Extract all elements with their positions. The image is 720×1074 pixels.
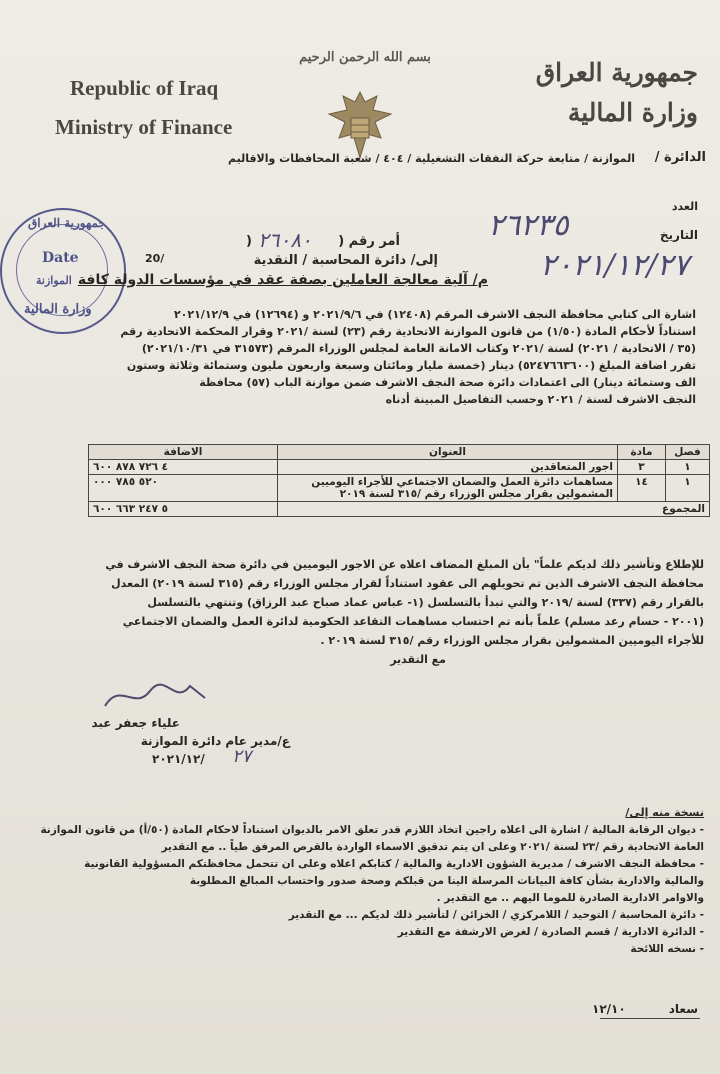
footer-divider — [600, 1018, 700, 1019]
copies-heading: نسخة منه إلى/ — [625, 806, 704, 819]
copy-line-8: - نسخه اللائحة — [630, 943, 704, 955]
copy-line-6: - دائرة المحاسبة / التوحيد / اللامركزي / الخزائن / لتأشير ذلك لديكم ... مع التقدير — [288, 909, 704, 921]
seal-date-text: Date — [42, 250, 79, 266]
order-number-value: ٢٦٠٨٠ — [258, 228, 312, 252]
note-line-2: محافظة النجف الاشرف الذين تم تحويلهم الى عقود استناداً لقرار مجلس الوزراء رقم (٣١٥ لسنة ٢٠١٩) المعدل — [111, 577, 704, 590]
department-label: الدائرة / — [654, 150, 706, 165]
header-chapter: فصل — [666, 445, 710, 460]
cell-article: ٣ — [618, 460, 666, 475]
cell-chapter: ١ — [666, 460, 710, 475]
signature-scribble-icon — [100, 676, 210, 716]
copy-line-5: والاوامر الادارية الصادرة للموما اليهم .. مع التقدير . — [436, 892, 704, 904]
signatory-title: ع/مدير عام دائرة الموازنة — [140, 734, 290, 748]
table-row — [89, 460, 710, 475]
cell-title: مساهمات دائرة العمل والضمان الاجتماعي للأجراء اليوميين المشمولين بقرار مجلس الوزراء رقم /٣١٥ لسنة ٢٠١٩ — [278, 475, 618, 502]
ministry-heading: Ministry of Finance — [55, 115, 233, 139]
body-line-1: اشارة الى كتابي محافظة النجف الاشرف المرقم (١٢٤٠٨) في ٢٠٢١/٩/٦ و (١٢٦٩٤) في ٢٠٢١/١٢/٩ — [173, 308, 696, 321]
header-addition: الاضافة — [89, 445, 278, 460]
seal-top-text: جمهورية العراق — [28, 216, 106, 230]
body-line-4: تقرر اضافة المبلغ (٥٢٤٧٦٦٣٦٠٠) دينار (خمسة مليار ومائتان وسبعة واربعون مليون وستمائة وثلاثة وستون — [126, 359, 696, 372]
copy-line-2: العامة الاتحادية رقم /٢٣ لسنة /٢٠٢١ وعلى ان يتم تدقيق الاسماء الواردة بالقرص المرفق طياً .. مع التقدير — [161, 841, 704, 853]
cell-addition: ٥٢٠ ٧٨٥ ٠٠٠ — [89, 475, 278, 502]
signature-date: ٢٠٢١/١٢/ — [152, 752, 205, 766]
republic-heading: Republic of Iraq — [70, 76, 219, 100]
note-line-4: (٢٠٠١ - حسام رعد مسلم) علماً بأنه تم احتساب مساهمات التقاعد الحكومية لدائرة العمل والضمان الاجتماعي — [122, 615, 704, 628]
addressee-line: إلى/ دائرة المحاسبة / النقدية — [253, 253, 438, 268]
arabic-republic-heading: جمهورية العراق — [535, 58, 698, 87]
cell-title: اجور المتعاقدين — [278, 460, 618, 475]
table-header-row — [89, 445, 710, 460]
signatory-name: علياء جعفر عبد — [91, 716, 180, 730]
note-closing: مع التقدير — [390, 653, 446, 666]
date-label: التاريخ — [659, 228, 698, 242]
copy-line-7: - الدائرة الادارية / قسم الصادرة / لغرض الارشفة مع التقدير — [397, 926, 704, 938]
order-number-close: ) — [246, 234, 252, 249]
cell-article: ١٤ — [618, 475, 666, 502]
total-label: المجموع — [278, 502, 710, 517]
body-line-6: النجف الاشرف لسنة / ٢٠٢١ وحسب التفاصيل المبينة أدناه — [385, 393, 696, 406]
note-line-1: للإطلاع وتأشير ذلك لديكم علماً" بأن المبلغ المضاف اعلاه عن الاجور اليوميين في دائرة صحة النجف الاشرف في — [105, 558, 704, 571]
basmala: بسم الله الرحمن الرحيم — [299, 50, 431, 65]
handwritten-date: ٢٠٢١/١٢/٢٧ — [540, 248, 690, 283]
cell-chapter: ١ — [666, 475, 710, 502]
body-line-2: استناداً لأحكام المادة (١/٥٠) من قانون الموازنة الاتحادية رقم (٢٣) لسنة /٢٠٢١ وقرار المحكمة الاتحادية رقم — [120, 325, 696, 338]
department-value: الموازنة / متابعة حركة النفقات التشغيلية / ٤٠٤ / شعبة المحافظات والاقاليم — [227, 152, 635, 165]
note-line-3: بالقرار رقم (٣٣٧) لسنة /٢٠١٩ والتي تبدأ بالتسلسل (١- عباس عماد صباح عبد الرزاق) وتنتهي بالتسلسل — [147, 596, 704, 609]
arabic-ministry-heading: وزارة المالية — [567, 98, 698, 127]
subject-line: م/ آلية معالجة العاملين بصفة عقد في مؤسسات الدولة كافة — [77, 272, 488, 288]
handwritten-number: ٢٦٢٣٥ — [488, 208, 569, 243]
total-value: ٥ ٢٤٧ ٦٦٣ ٦٠٠ — [89, 502, 278, 517]
copy-line-4: والمالية والادارية بشأن كافة البيانات المرسلة الينا من قبلكم وصحة صدور واحتساب المبالغ المطلوبة — [189, 875, 704, 887]
ministry-seal-stamp — [0, 208, 126, 334]
year-mark: 20/ — [145, 252, 165, 265]
note-line-5: للأجراء اليوميين المشمولين بقرار مجلس الوزراء رقم /٣١٥ لسنة ٢٠١٩ . — [320, 634, 704, 647]
table-total-row — [89, 502, 710, 517]
cell-addition: ٤ ٧٢٦ ٨٧٨ ٦٠٠ — [89, 460, 278, 475]
footer-initials: سعاد — [668, 1002, 698, 1016]
signature-handwritten-day: ٢٧ — [232, 746, 252, 767]
body-line-3: (٣٥ / الاتحادية / ٢٠٢١) لسنة /٢٠٢١ وكتاب الامانة العامة لمجلس الوزراء المرقم (٣١٥٧٣ في ٢٠٢١/١٠/٣١) — [141, 342, 696, 355]
seal-bottom-text: وزارة المالية — [24, 302, 92, 317]
order-number-label: أمر رقم ( — [338, 234, 400, 249]
copy-line-3: - محافظة النجف الاشرف / مديرية الشؤون الادارية والمالية / كتابكم اعلاه وعلى ان تتحمل محافظتكم المسؤولية القانونية — [84, 858, 704, 870]
header-article: مادة — [618, 445, 666, 460]
header-title: العنوان — [278, 445, 618, 460]
seal-mid-text: الموازنة — [36, 274, 72, 287]
number-label: العدد — [671, 200, 698, 213]
table-row — [89, 475, 710, 502]
body-line-5: الف وستمائة دينار) الى اعتمادات دائرة صحة النجف الاشرف ضمن موازنة الباب (٥٧) محافظة — [199, 376, 696, 389]
copy-line-1: - ديوان الرقابة المالية / اشارة الى اعلاه راجين اتخاذ اللازم قدر تعلق الامر بالديوان استناداً لاحكام المادة (٥٠/أ) من قانون الموازنة — [40, 824, 704, 836]
footer-ref: ١٢/١٠ — [592, 1002, 626, 1016]
allocation-table — [88, 444, 710, 517]
